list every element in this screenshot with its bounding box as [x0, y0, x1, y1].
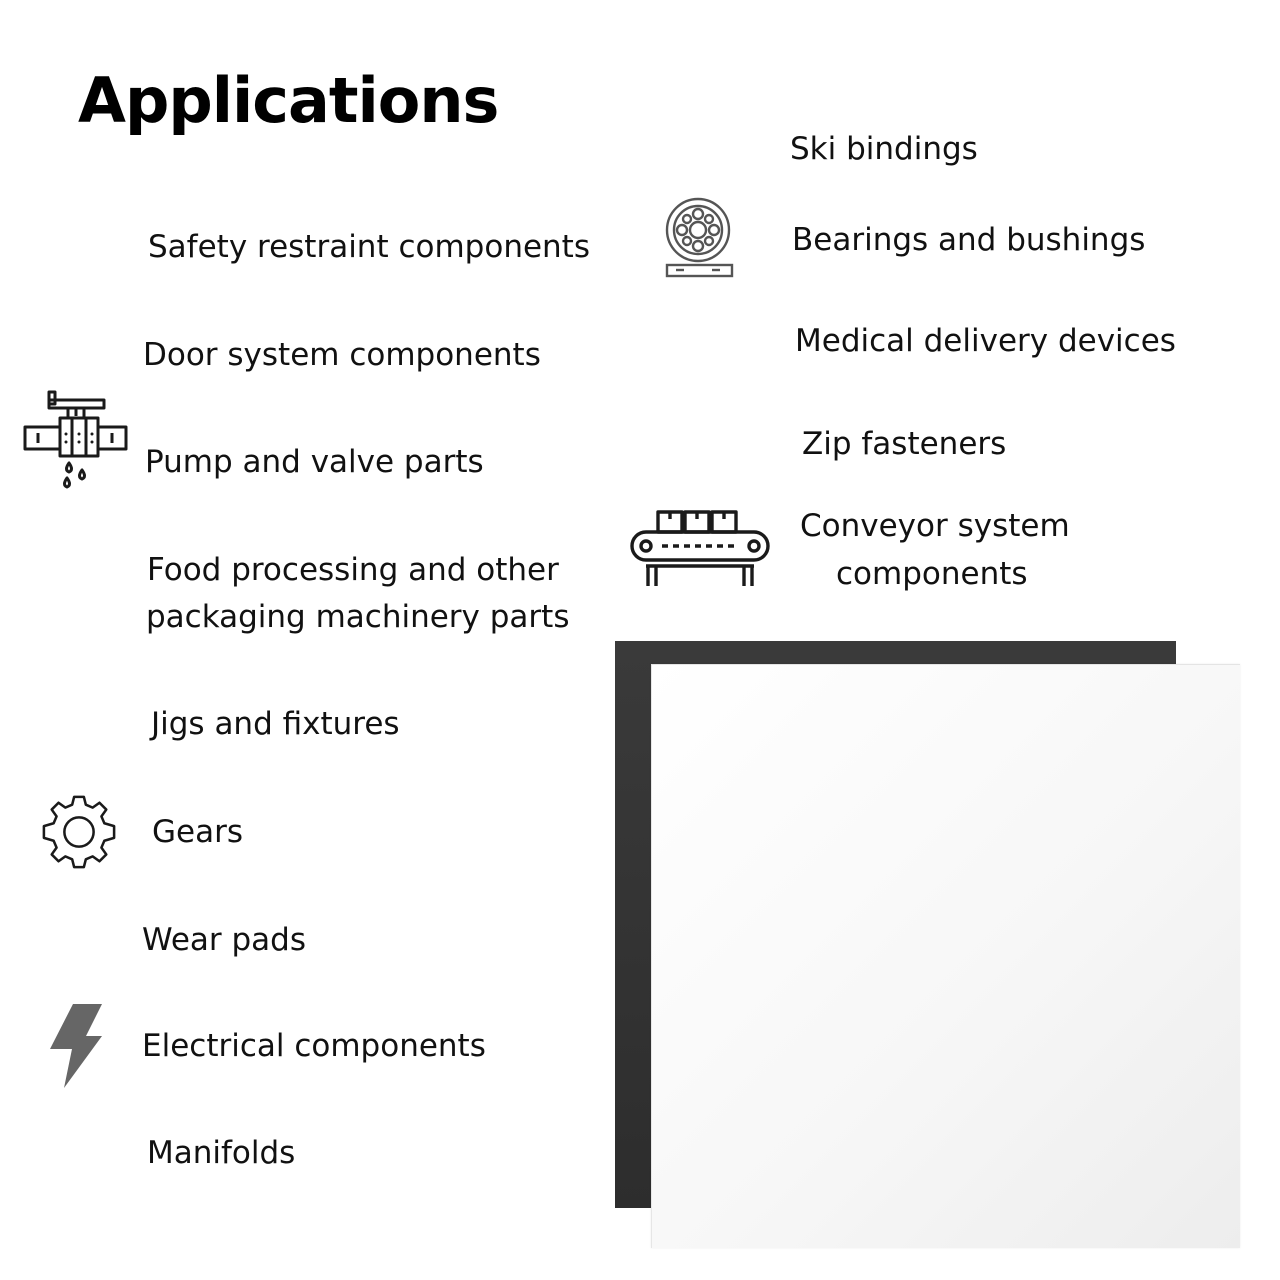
list-item-ski-bindings: Ski bindings: [790, 131, 978, 167]
bearing-icon: [664, 196, 734, 280]
list-item-conveyor-line1: Conveyor system: [800, 508, 1070, 544]
list-item-conveyor-line2: components: [836, 556, 1028, 592]
list-item-jigs-fixtures: Jigs and fixtures: [151, 706, 400, 742]
list-item-gears: Gears: [152, 814, 243, 850]
list-item-bearings-bushings: Bearings and bushings: [792, 222, 1146, 258]
list-item-safety-restraint: Safety restraint components: [148, 229, 590, 265]
list-item-manifolds: Manifolds: [147, 1135, 296, 1171]
gear-icon: [40, 793, 118, 871]
white-sheet-image: [651, 664, 1240, 1248]
page-title: Applications: [78, 64, 499, 137]
lightning-bolt-icon: [48, 1002, 104, 1088]
valve-icon: [22, 390, 130, 496]
list-item-food-processing-line2: packaging machinery parts: [146, 599, 570, 635]
list-item-medical-delivery: Medical delivery devices: [795, 323, 1176, 359]
list-item-food-processing-line1: Food processing and other: [147, 552, 559, 588]
conveyor-belt-icon: [628, 508, 772, 590]
list-item-zip-fasteners: Zip fasteners: [802, 426, 1007, 462]
list-item-electrical: Electrical components: [142, 1028, 486, 1064]
list-item-wear-pads: Wear pads: [142, 922, 307, 958]
list-item-door-system: Door system components: [143, 337, 541, 373]
list-item-pump-valve: Pump and valve parts: [145, 444, 484, 480]
